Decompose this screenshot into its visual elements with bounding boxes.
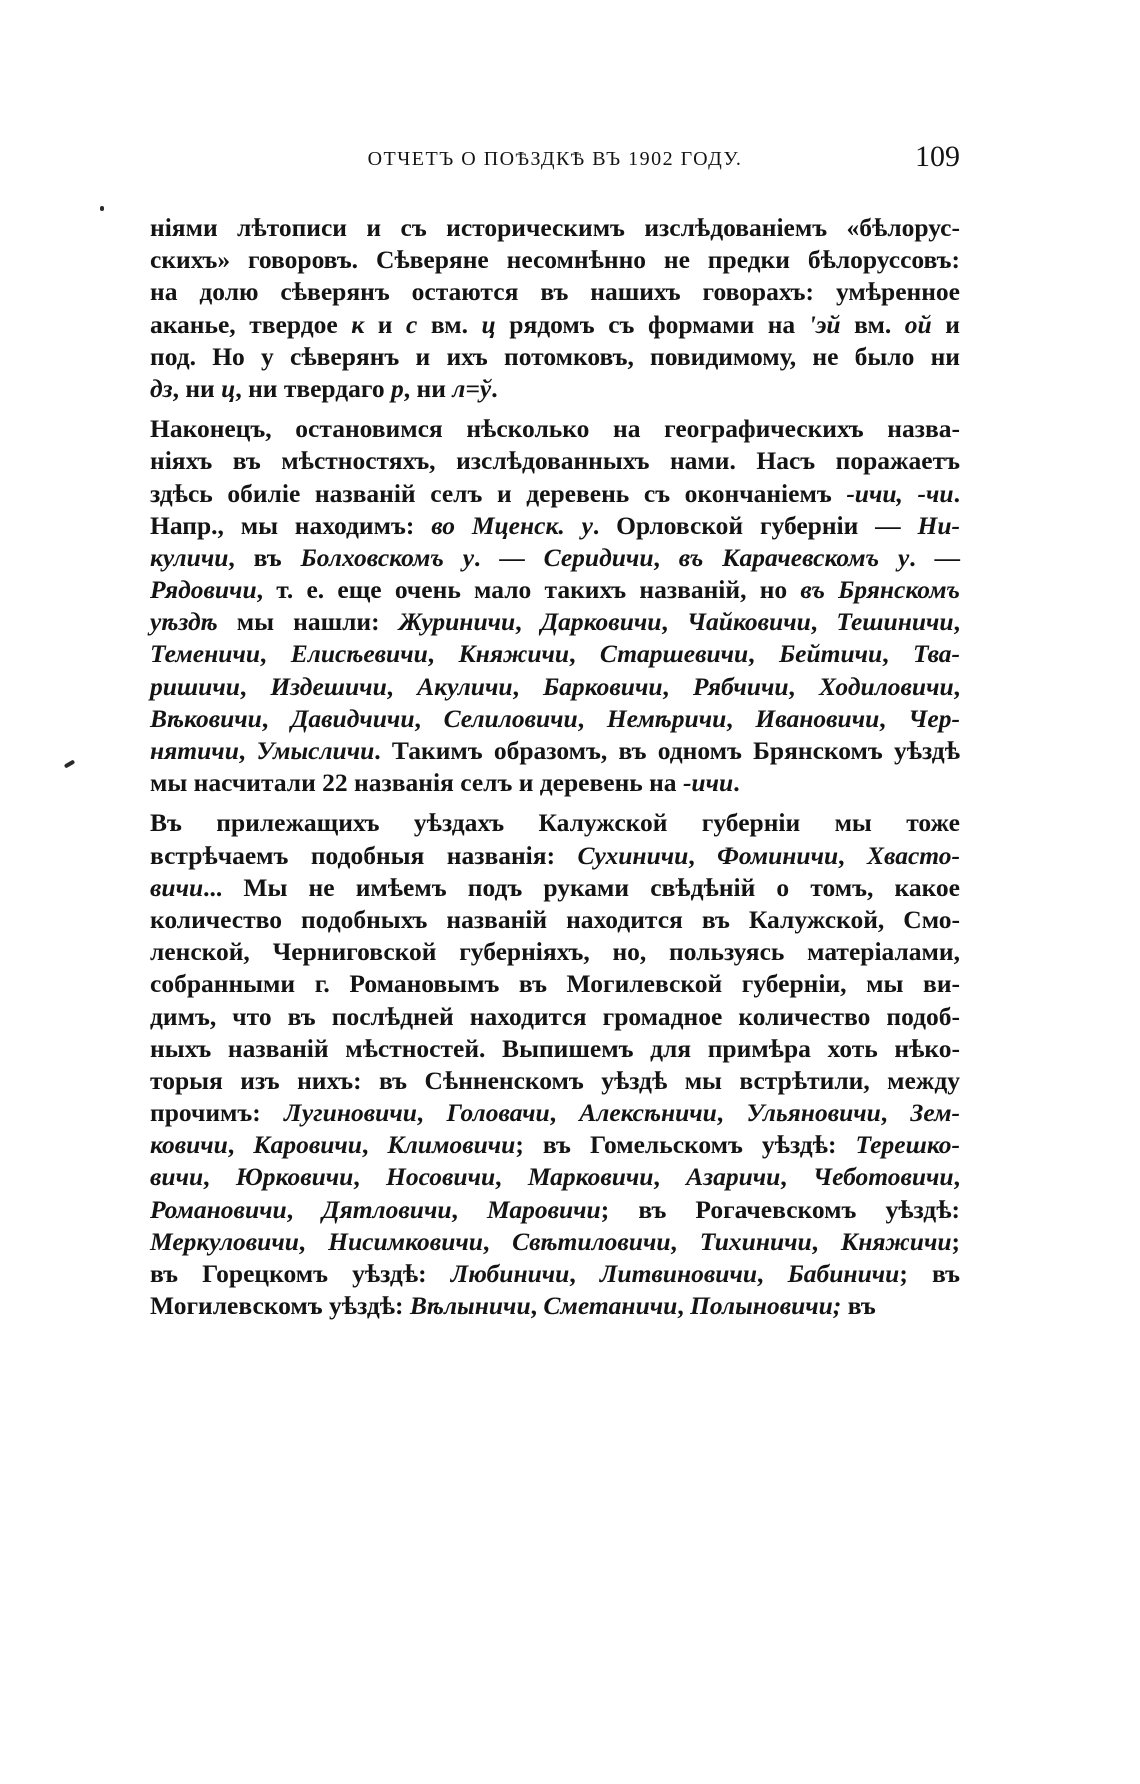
running-title: ОТЧЕТЪ О ПОѢЗДКѢ ВЪ 1902 ГОДУ. [367, 148, 743, 170]
text-run: , [261, 703, 291, 733]
text-run: , ни [172, 373, 222, 403]
text-run: . [953, 478, 960, 508]
text-run: , [661, 607, 687, 637]
text-run: , [512, 671, 543, 701]
italic-text: Княжичи [458, 639, 570, 669]
margin-ink-mark [100, 206, 104, 211]
margin-ink-mark [64, 760, 76, 769]
italic-text: к [351, 309, 365, 339]
text-line [150, 244, 960, 276]
text-run: , т. е. еще очень мало такихъ названій, но [256, 575, 801, 605]
text-run: , въ [228, 542, 301, 572]
text-line [150, 904, 960, 936]
text-run: , [653, 542, 679, 572]
text-run: , [238, 736, 257, 765]
text-run: , [416, 1098, 447, 1128]
text-run: ніями лѣтописи и съ историческимъ изслѣдованіемъ «бѣлорус- [150, 213, 960, 242]
text-run: , [757, 1259, 788, 1288]
italic-text: Старшевичи [599, 639, 749, 669]
text-run: , [811, 1226, 841, 1256]
text-run: собранными г. Романовымъ въ Могилевской губерніи, мы ви- [150, 969, 960, 999]
italic-text: Вѣлыничи [409, 1291, 531, 1321]
text-run: рядомъ съ формами на [495, 309, 809, 339]
text-run: , [569, 1259, 600, 1288]
text-run: , [670, 1226, 700, 1256]
italic-text: Азаричи [686, 1162, 781, 1192]
italic-text: Елисѣевичи [290, 639, 428, 669]
text-run: , [530, 1291, 544, 1321]
text-line [150, 968, 960, 1000]
text-run: , [569, 639, 600, 669]
text-line [150, 373, 960, 405]
italic-text: л=ў [452, 373, 492, 403]
italic-text: Дятловичи [322, 1194, 452, 1224]
text-run: , [203, 1162, 236, 1192]
text-run: вм. [840, 309, 905, 339]
text-run: , [239, 671, 271, 701]
text-run: ніяхъ въ мѣстностяхъ, изслѣдованныхъ нами. Насъ поражаетъ [150, 446, 960, 476]
text-run: Въ прилежащихъ уѣздахъ Калужской губерніи мы тоже [150, 808, 960, 838]
italic-text: Чер- [908, 703, 960, 733]
text-run: мы нашли: [217, 607, 399, 637]
text-run: . [733, 768, 740, 798]
italic-text: Бабиничи [787, 1259, 900, 1288]
text-run: , [677, 1291, 691, 1321]
text-line [150, 1258, 960, 1290]
italic-text: Ульяновичи [746, 1098, 881, 1128]
italic-text: Давидчичи [290, 703, 415, 733]
italic-text: р [391, 373, 404, 403]
italic-text: вичи [150, 1162, 204, 1192]
text-line [150, 1129, 960, 1161]
text-run: здѣсь обиліе названій селъ и деревень съ окончаніемъ [150, 478, 847, 508]
italic-text: Теменичи [150, 639, 261, 669]
text-run: . — [474, 542, 544, 572]
text-run: , [810, 607, 837, 637]
text-run: скихъ» говоровъ. Сѣверяне несомнѣнно не предки бѣлоруссовъ: [150, 245, 960, 275]
text-run: аканье, твердое [150, 309, 352, 339]
italic-text: въ Брянскомъ [800, 575, 960, 605]
italic-text: Зем- [910, 1098, 961, 1128]
italic-text: Терешко- [855, 1130, 961, 1160]
text-run: ; въ [899, 1259, 960, 1288]
text-run: , [880, 1098, 911, 1128]
text-line [150, 1001, 960, 1033]
text-line [150, 703, 960, 735]
text-line [150, 1226, 960, 1258]
text-line [150, 872, 960, 904]
text-run: под. Но у сѣверянъ и ихъ потомковъ, повидимому, не было ни [150, 341, 960, 371]
text-line [150, 542, 960, 574]
italic-text: Чеботовичи [813, 1162, 954, 1192]
text-run: встрѣчаемъ подобныя названія: [150, 840, 578, 870]
italic-text: Фоминичи [717, 840, 839, 870]
italic-text: Литвиновичи [599, 1259, 758, 1288]
text-line [150, 767, 960, 799]
text-run: , [653, 1162, 687, 1192]
italic-text: Рябчичи [692, 671, 789, 701]
italic-text: Сметаничи [543, 1291, 678, 1321]
text-run: мы насчитали 22 названія селъ и деревень на [150, 768, 683, 798]
italic-text: Романовичи [150, 1194, 287, 1224]
text-run: , [414, 703, 444, 733]
text-run: вм. [417, 309, 482, 339]
text-run: , [748, 639, 779, 669]
text-run: , [953, 671, 961, 701]
text-run: ; въ Гомельскомъ уѣздѣ: [515, 1130, 856, 1160]
italic-text: Рядовичи [150, 575, 257, 605]
text-line [150, 936, 960, 968]
text-line [150, 341, 960, 373]
text-run: , [882, 639, 913, 669]
text-line [150, 638, 960, 670]
text-run: , [577, 703, 607, 733]
text-run: Напр., мы находимъ: [150, 510, 432, 540]
text-run: и [364, 309, 406, 339]
text-run: ; въ Рогачевскомъ уѣздѣ: [600, 1194, 960, 1224]
italic-text: Барковичи [542, 671, 663, 701]
text-line [150, 212, 960, 244]
text-run: , [688, 840, 718, 870]
text-line [150, 574, 960, 606]
text-run: , [361, 1130, 388, 1160]
text-line [150, 413, 960, 445]
text-run: въ Горецкомъ уѣздѣ: [150, 1259, 451, 1288]
text-run: , [298, 1226, 329, 1256]
text-run: , [286, 1194, 323, 1224]
italic-text: Ходиловичи [818, 671, 954, 701]
text-line [150, 445, 960, 477]
text-run: , [260, 639, 291, 669]
text-line [150, 1161, 960, 1193]
page-number: 109 [915, 140, 960, 173]
paragraph [150, 807, 960, 1322]
text-line [150, 510, 960, 542]
text-line [150, 1194, 960, 1226]
paragraph [150, 212, 960, 405]
text-run: торыя изъ нихъ: въ Сѣнненскомъ уѣздѣ мы встрѣтили, между [150, 1065, 960, 1095]
italic-text: Юрковичи [235, 1162, 354, 1192]
text-line [150, 671, 960, 703]
text-run: , [549, 1098, 580, 1128]
italic-text: Нисимковичи [328, 1226, 483, 1256]
text-run: , [953, 607, 960, 637]
text-line [150, 1097, 960, 1129]
italic-text: ц [481, 309, 496, 339]
italic-text: Тихиничи [699, 1226, 812, 1256]
text-run: ... Мы не имѣемъ подъ руками свѣдѣній о томъ, какое [203, 872, 960, 902]
italic-text: ц [221, 373, 236, 403]
italic-text: Чайковичи [686, 607, 811, 637]
italic-text: Хвасто- [866, 840, 961, 870]
text-run: ; [951, 1226, 961, 1256]
italic-text: Лугиновичи [283, 1098, 417, 1128]
text-run: , ни [403, 373, 453, 403]
italic-text: Журиничи [398, 607, 516, 637]
italic-text: Серидичи [543, 542, 654, 572]
text-run: . Орловской губерніи — [592, 510, 918, 540]
italic-text: Носовичи [386, 1162, 496, 1192]
text-run: , [386, 671, 418, 701]
italic-text: Акуличи [417, 671, 513, 701]
text-run: ленской, Черниговской губерніяхъ, но, пользуясь матеріалами, [150, 937, 960, 967]
italic-text: Климовичи [387, 1130, 516, 1160]
text-run: количество подобныхъ названій находится въ Калужской, Смо- [150, 904, 960, 934]
italic-text: Полыновичи; [690, 1291, 842, 1321]
text-line [150, 478, 960, 510]
text-line [150, 807, 960, 839]
text-run: . [491, 373, 498, 403]
text-run: димъ, что въ послѣдней находится громадное количество подоб- [150, 1001, 960, 1031]
italic-text: Ни- [917, 510, 960, 540]
text-line [150, 276, 960, 308]
italic-text: Бейтичи [778, 639, 883, 669]
running-header [150, 140, 960, 180]
text-run: , [515, 607, 541, 637]
italic-text: Любиничи [450, 1259, 570, 1288]
text-run: , [716, 1098, 747, 1128]
text-run: , [662, 671, 693, 701]
italic-text: Немѣричи [606, 703, 727, 733]
italic-text: во Мценск. у [431, 510, 593, 540]
italic-text: куличи [150, 542, 229, 572]
text-run: , [788, 671, 819, 701]
italic-text: -ичи, -чи [846, 478, 954, 508]
text-run: Наконецъ, остановимся нѣсколько на географическихъ назва- [150, 414, 960, 444]
italic-text: уѣздѣ [150, 607, 218, 637]
text-run: Могилевскомъ уѣздѣ: [150, 1291, 410, 1321]
italic-text: Свѣтиловичи [512, 1226, 671, 1256]
text-run: . Такимъ образомъ, въ одномъ Брянскомъ уѣздѣ [374, 736, 961, 765]
italic-text: Алексѣничи [579, 1098, 717, 1128]
italic-text: Меркуловичи [150, 1226, 299, 1256]
text-run: , [495, 1162, 528, 1192]
italic-text: Тва- [912, 639, 961, 669]
italic-text: Дарковичи [540, 607, 662, 637]
italic-text: с [406, 309, 418, 339]
italic-text: Ивановичи [755, 703, 880, 733]
italic-text: дз [150, 373, 173, 403]
italic-text: вичи [150, 872, 204, 902]
italic-text: Умысличи [256, 736, 375, 765]
text-run: , [427, 639, 459, 669]
italic-text: Маровичи [487, 1194, 601, 1224]
italic-text: ковичи [150, 1130, 228, 1160]
text-run: , [726, 703, 756, 733]
text-run: , [227, 1130, 254, 1160]
text-run: . — [909, 542, 961, 572]
italic-text: Издешичи [270, 671, 387, 701]
text-line [150, 735, 960, 767]
text-line [150, 309, 960, 341]
text-run: прочимъ: [150, 1098, 284, 1128]
text-run: , [879, 703, 909, 733]
text-run: , ни твердаго [235, 373, 392, 403]
body-text [150, 212, 960, 1330]
text-run: въ [841, 1291, 876, 1321]
italic-text: 'эй [808, 309, 841, 339]
text-line [150, 1033, 960, 1065]
italic-text: въ Карачевскомъ у [678, 542, 910, 572]
text-line [150, 840, 960, 872]
text-line [150, 606, 960, 638]
text-run: , [482, 1226, 513, 1256]
italic-text: Селиловичи [443, 703, 578, 733]
paragraph [150, 413, 960, 799]
italic-text: Каровичи [253, 1130, 362, 1160]
text-run: , [353, 1162, 386, 1192]
italic-text: -ичи [682, 768, 734, 798]
italic-text: Головачи [446, 1098, 550, 1128]
italic-text: нятичи [150, 736, 239, 765]
text-line [150, 1065, 960, 1097]
text-run: , [953, 1162, 960, 1192]
italic-text: Княжичи [840, 1226, 952, 1256]
text-run: , [451, 1194, 488, 1224]
italic-text: ришичи [150, 671, 240, 701]
text-run: ныхъ названій мѣстностей. Выпишемъ для примѣра хоть нѣко- [150, 1033, 960, 1063]
italic-text: ой [904, 309, 932, 339]
italic-text: Вѣковичи [150, 703, 262, 733]
text-line [150, 1290, 960, 1322]
text-run: на долю сѣверянъ остаются въ нашихъ говорахъ: умѣренное [150, 277, 960, 307]
text-run: и [931, 309, 960, 339]
text-run: , [780, 1162, 814, 1192]
italic-text: Болховскомъ у [300, 542, 475, 572]
italic-text: Сухиничи [577, 840, 689, 870]
italic-text: Тешиничи [836, 607, 954, 637]
italic-text: Марковичи [527, 1162, 654, 1192]
text-run: , [838, 840, 867, 870]
